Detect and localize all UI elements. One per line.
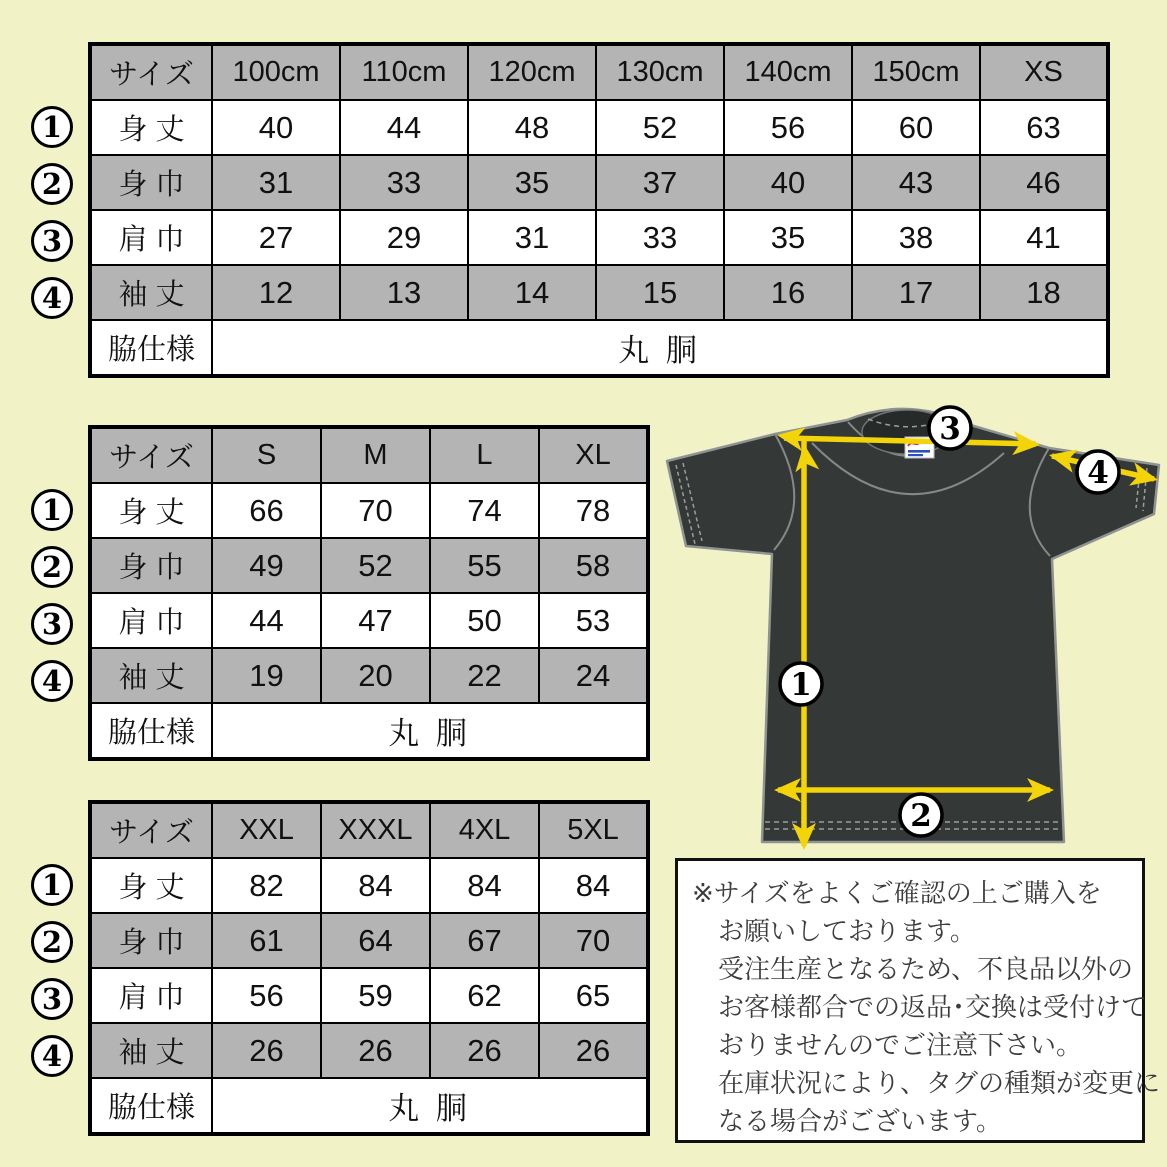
size-value: 60 [852, 100, 980, 155]
column-header: L [430, 427, 539, 483]
column-header: 5XL [539, 802, 648, 858]
row-marker-3: 3 [31, 978, 73, 1020]
footer-value: 丸 胴 [212, 703, 648, 759]
row-marker-gutter [20, 800, 88, 1143]
footer-value: 丸 胴 [212, 320, 1108, 376]
size-value: 46 [980, 155, 1108, 210]
row-marker-4: 4 [31, 1035, 73, 1077]
table-row [90, 858, 648, 913]
size-value: 40 [724, 155, 852, 210]
note-line: お願いしております。 [718, 916, 976, 946]
size-value: 17 [852, 265, 980, 320]
size-value: 78 [539, 483, 648, 538]
table-row [90, 483, 648, 538]
size-value: 52 [596, 100, 724, 155]
footer-row [90, 703, 648, 759]
size-value: 58 [539, 538, 648, 593]
purchase-note-box [675, 858, 1161, 1143]
svg-text:3: 3 [939, 411, 961, 448]
column-header: XXXL [321, 802, 430, 858]
size-value: 31 [212, 155, 340, 210]
row-marker-3: 3 [31, 603, 73, 645]
column-header: M [321, 427, 430, 483]
column-header: XXL [212, 802, 321, 858]
row-marker-4: 4 [31, 277, 73, 319]
size-value: 74 [430, 483, 539, 538]
footer-value: 丸 胴 [212, 1078, 648, 1134]
size-value: 52 [321, 538, 430, 593]
size-value: 41 [980, 210, 1108, 265]
column-header: 120cm [468, 44, 596, 100]
size-value: 55 [430, 538, 539, 593]
size-value: 62 [430, 968, 539, 1023]
size-value: 61 [212, 913, 321, 968]
size-value: 27 [212, 210, 340, 265]
size-value: 38 [852, 210, 980, 265]
tshirt-diagram [662, 398, 1167, 853]
size-value: 35 [724, 210, 852, 265]
size-value: 26 [430, 1023, 539, 1078]
size-value: 59 [321, 968, 430, 1023]
row-label: 身 丈 [90, 100, 212, 155]
size-value: 67 [430, 913, 539, 968]
column-header: 130cm [596, 44, 724, 100]
row-label: 身 巾 [90, 913, 212, 968]
row-marker-1: 1 [31, 864, 73, 906]
size-value: 15 [596, 265, 724, 320]
footer-label: 脇仕様 [90, 1078, 212, 1134]
column-header: 140cm [724, 44, 852, 100]
column-header: XS [980, 44, 1108, 100]
size-value: 66 [212, 483, 321, 538]
size-value: 22 [430, 648, 539, 703]
size-value: 43 [852, 155, 980, 210]
size-value: 26 [212, 1023, 321, 1078]
size-value: 44 [340, 100, 468, 155]
size-value: 84 [539, 858, 648, 913]
column-header: 4XL [430, 802, 539, 858]
size-value: 50 [430, 593, 539, 648]
row-marker-4: 4 [31, 660, 73, 702]
size-value: 18 [980, 265, 1108, 320]
size-value: 35 [468, 155, 596, 210]
size-value: 26 [321, 1023, 430, 1078]
size-value: 56 [724, 100, 852, 155]
row-marker-gutter [20, 425, 88, 768]
size-value: 33 [340, 155, 468, 210]
size-value: 84 [430, 858, 539, 913]
size-value: 16 [724, 265, 852, 320]
row-marker-3: 3 [31, 220, 73, 262]
table-row [90, 968, 648, 1023]
footer-label: 脇仕様 [90, 320, 212, 376]
size-value: 33 [596, 210, 724, 265]
row-label: 身 巾 [90, 155, 212, 210]
purchase-note-text [692, 874, 1161, 1140]
note-line: おりませんのでご注意下さい。 [718, 1030, 1083, 1060]
size-value: 12 [212, 265, 340, 320]
size-value: 31 [468, 210, 596, 265]
column-header: サイズ [90, 44, 212, 100]
footer-row [90, 1078, 648, 1134]
table-row [90, 265, 1108, 320]
column-header: 110cm [340, 44, 468, 100]
row-label: 身 丈 [90, 858, 212, 913]
row-label: 袖 丈 [90, 648, 212, 703]
marker-2-badge [900, 794, 942, 836]
size-value: 29 [340, 210, 468, 265]
row-label: 肩 巾 [90, 968, 212, 1023]
note-line: なる場合がございます。 [718, 1106, 1002, 1136]
column-header: サイズ [90, 427, 212, 483]
kids-sizes-table [88, 42, 1110, 378]
column-header: サイズ [90, 802, 212, 858]
marker-1-badge [780, 663, 822, 705]
note-line: 在庫状況により、タグの種類が変更に [718, 1068, 1161, 1098]
row-label: 身 丈 [90, 483, 212, 538]
size-value: 82 [212, 858, 321, 913]
table-row [90, 1023, 648, 1078]
column-header: S [212, 427, 321, 483]
size-value: 70 [321, 483, 430, 538]
size-value: 56 [212, 968, 321, 1023]
svg-text:1: 1 [790, 667, 812, 704]
size-value: 26 [539, 1023, 648, 1078]
plus-sizes-table [88, 800, 650, 1136]
marker-3-badge [929, 407, 971, 449]
marker-4-badge [1077, 451, 1119, 493]
table-row [90, 648, 648, 703]
row-marker-1: 1 [31, 106, 73, 148]
column-header: 100cm [212, 44, 340, 100]
svg-text:4: 4 [1087, 455, 1109, 492]
row-label: 身 巾 [90, 538, 212, 593]
size-value: 24 [539, 648, 648, 703]
table-row [90, 593, 648, 648]
size-value: 53 [539, 593, 648, 648]
row-label: 袖 丈 [90, 265, 212, 320]
column-header: XL [539, 427, 648, 483]
size-value: 19 [212, 648, 321, 703]
svg-text:2: 2 [910, 798, 932, 835]
row-marker-2: 2 [31, 163, 73, 205]
note-line: お客様都合での返品･交換は受付けて [718, 992, 1148, 1022]
row-marker-1: 1 [31, 489, 73, 531]
table-row [90, 210, 1108, 265]
size-value: 63 [980, 100, 1108, 155]
size-value: 47 [321, 593, 430, 648]
row-label: 肩 巾 [90, 593, 212, 648]
row-marker-2: 2 [31, 921, 73, 963]
size-value: 14 [468, 265, 596, 320]
size-value: 37 [596, 155, 724, 210]
footer-label: 脇仕様 [90, 703, 212, 759]
footer-row [90, 320, 1108, 376]
size-value: 40 [212, 100, 340, 155]
size-value: 48 [468, 100, 596, 155]
size-value: 20 [321, 648, 430, 703]
size-value: 44 [212, 593, 321, 648]
note-line: 受注生産となるため、不良品以外の [718, 954, 1133, 984]
row-marker-gutter [20, 42, 88, 385]
note-line: ※サイズをよくご確認の上ご購入を [692, 878, 1102, 908]
table-row [90, 155, 1108, 210]
size-value: 64 [321, 913, 430, 968]
table-row [90, 100, 1108, 155]
size-value: 49 [212, 538, 321, 593]
size-value: 65 [539, 968, 648, 1023]
table-row [90, 913, 648, 968]
size-value: 70 [539, 913, 648, 968]
adult-sizes-table [88, 425, 650, 761]
column-header: 150cm [852, 44, 980, 100]
size-value: 13 [340, 265, 468, 320]
row-label: 肩 巾 [90, 210, 212, 265]
row-marker-2: 2 [31, 546, 73, 588]
row-label: 袖 丈 [90, 1023, 212, 1078]
size-value: 84 [321, 858, 430, 913]
table-row [90, 538, 648, 593]
